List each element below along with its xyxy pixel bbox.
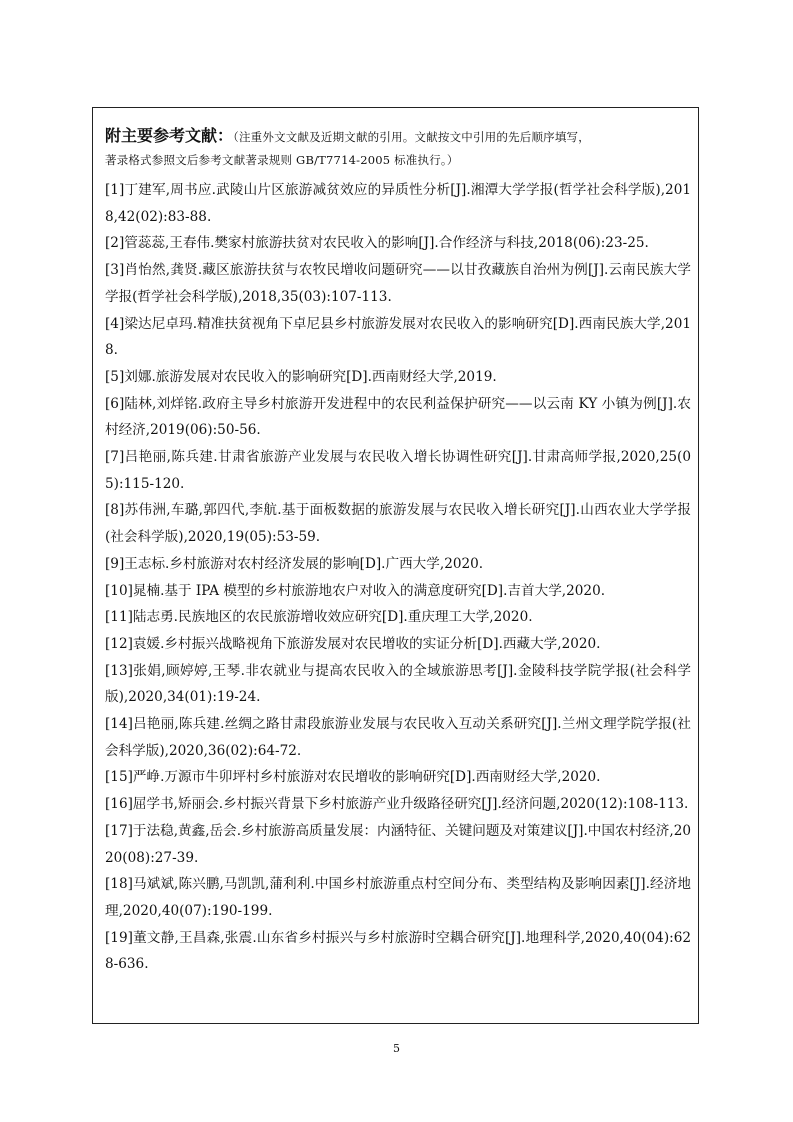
reference-item: [13]张娟,顾婷婷,王琴.非农就业与提高农民收入的全域旅游思考[J].金陵科技学院学报(社会科学版),2020,34(01):19-24. — [105, 662, 691, 706]
reference-item: [17]于法稳,黄鑫,岳会.乡村旅游高质量发展：内涵特征、关键问题及对策建议[J].中国农村经济,2020(08):27-39. — [105, 822, 691, 866]
references-note-part2: 著录格式参照文后参考文献著录规则 GB/T7714-2005 标准执行。） — [105, 153, 459, 167]
references-box — [92, 107, 699, 1024]
reference-item: [5]刘娜.旅游发展对农民收入的影响研究[D].西南财经大学,2019. — [105, 368, 497, 385]
reference-item: [6]陆林,刘烊铭.政府主导乡村旅游开发进程中的农民利益保护研究——以云南 KY 小镇为例[J].农村经济,2019(06):50-56. — [105, 395, 691, 439]
reference-item: [12]袁媛.乡村振兴战略视角下旅游发展对农民增收的实证分析[D].西藏大学,2020. — [105, 635, 601, 652]
reference-item: [10]晁楠.基于 IPA 模型的乡村旅游地农户对收入的满意度研究[D].吉首大学,2020. — [105, 582, 606, 599]
reference-item: [4]梁达尼卓玛.精准扶贫视角下卓尼县乡村旅游发展对农民收入的影响研究[D].西南民族大学,2018. — [105, 315, 691, 359]
page-number: 5 — [393, 1042, 400, 1055]
reference-item: [1]丁建军,周书应.武陵山片区旅游减贫效应的异质性分析[J].湘潭大学学报(哲学社会科学版),2018,42(02):83-88. — [105, 182, 691, 225]
reference-item: [7]吕艳丽,陈兵建.甘肃省旅游产业发展与农民收入增长协调性研究[J].甘肃高师学报,2020,25(05):115-120. — [105, 449, 691, 492]
references-heading — [105, 123, 690, 173]
reference-item: [3]肖怡然,龚贤.藏区旅游扶贫与农牧民增收问题研究——以甘孜藏族自治州为例[J].云南民族大学学报(哲学社会科学版),2018,35(03):107-113. — [105, 262, 691, 305]
reference-list — [105, 177, 691, 978]
reference-item: [9]王志标.乡村旅游对农村经济发展的影响[D].广西大学,2020. — [105, 555, 484, 572]
reference-item: [11]陆志勇.民族地区的农民旅游增收效应研究[D].重庆理工大学,2020. — [105, 609, 533, 626]
references-note-part1: （注重外文文献及近期文献的引用。文献按文中引用的先后顺序填写， — [233, 130, 590, 144]
references-title: 附主要参考文献： — [105, 126, 234, 145]
reference-item: [18]马斌斌,陈兴鹏,马凯凯,蒲利利.中国乡村旅游重点村空间分布、类型结构及影响因素[J].经济地理,2020,40(07):190-199. — [105, 876, 691, 919]
reference-item: [14]吕艳丽,陈兵建.丝绸之路甘肃段旅游业发展与农民收入互动关系研究[J].兰州文理学院学报(社会科学版),2020,36(02):64-72. — [105, 716, 691, 759]
reference-item: [16]屈学书,矫丽会.乡村振兴背景下乡村旅游产业升级路径研究[J].经济问题,2020(12):108-113. — [105, 796, 689, 813]
reference-item: [2]管蕊蕊,王春伟.樊家村旅游扶贫对农民收入的影响[J].合作经济与科技,2018(06):23-25. — [105, 235, 649, 252]
reference-item: [19]董文静,王昌森,张震.山东省乡村振兴与乡村旅游时空耦合研究[J].地理科学,2020,40(04):628-636. — [105, 929, 691, 973]
reference-item: [15]严峥.万源市牛卯坪村乡村旅游对农民增收的影响研究[D].西南财经大学,2020. — [105, 769, 601, 786]
reference-item: [8]苏伟洲,车璐,郭四代,李航.基于面板数据的旅游发展与农民收入增长研究[J].山西农业大学学报(社会科学版),2020,19(05):53-59. — [105, 502, 691, 546]
